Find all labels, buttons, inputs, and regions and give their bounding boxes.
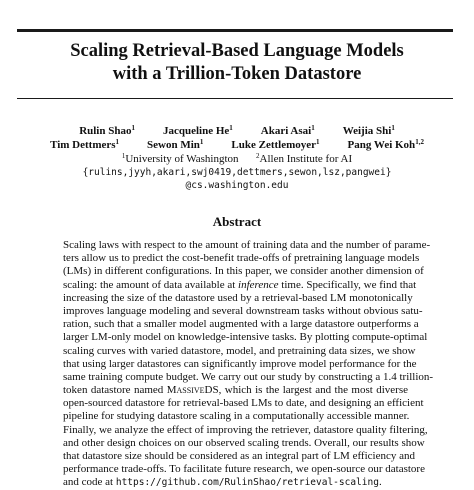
abstract-line: same training compute budget. We carry out our study by constructing a 1.4 trillion- — [63, 370, 434, 383]
author-affiliation-mark: 1 — [316, 138, 320, 146]
author-row — [0, 124, 474, 138]
datastore-name-massiveds: MassiveDS — [166, 384, 219, 397]
author-name: Rulin Shao — [79, 125, 132, 137]
author-name: Tim Dettmers — [50, 139, 116, 151]
author-name: Jacqueline He — [162, 125, 230, 137]
abstract-line: that using larger datastores can significantly improve model performance for the — [63, 357, 417, 370]
abstract-body — [63, 239, 434, 490]
author-row — [0, 138, 474, 152]
abstract-line: increasing the size of the datastore used by a retrieval-based LM monotonically — [63, 291, 413, 304]
email-line: @cs.washington.edu — [185, 180, 289, 191]
title-bottom-rule — [17, 98, 453, 99]
author-affiliation-mark: 1 — [229, 124, 233, 132]
abstract-line: open-sourced datastore for retrieval-based LMs to date, and designing an efficient — [63, 397, 424, 410]
abstract-line: Scaling laws with respect to the amount of training data and the number of parame- — [63, 239, 431, 251]
abstract-line: scaling curves with varied datastore, model, and pretraining data sizes, we show — [63, 344, 416, 357]
author-name: Akari Asai — [260, 125, 312, 137]
abstract-line: ters allow us to predict the cost-benefit trade-offs of pretraining language models — [63, 252, 420, 265]
author-affiliation-mark: 1 — [311, 124, 315, 132]
abstract-line: (LMs) in different configurations. In this paper, we consider another dimension of — [63, 265, 424, 278]
author-affiliation-mark: 1 — [199, 138, 204, 146]
abstract-heading: Abstract — [212, 214, 262, 229]
abstract-line: and code at https://github.com/RulinShao/retrieval-scaling. — [63, 476, 382, 489]
emphasis-inference: inference — [238, 278, 279, 291]
author-name: Sewon Min — [147, 139, 200, 151]
abstract-line: ration, such that a smaller model augmented with a large datastore outperforms a — [63, 318, 419, 331]
abstract-line: token datastore named MassiveDS, which is the largest and the most diverse — [63, 384, 408, 397]
author-affiliation-mark: 1 — [115, 138, 120, 146]
abstract-line: pipeline for studying datastore scaling in a computationally accessible manner. — [63, 410, 410, 423]
abstract-line: that datastore size should be considered as an integral part of LM efficiency and — [63, 450, 415, 462]
abstract-line: improves language modeling and several downstream tasks without obvious satu- — [63, 304, 423, 317]
abstract-line: larger LM-only model on knowledge-intensive tasks. By plotting compute-optimal — [63, 331, 428, 344]
author-affiliation-mark: 1,2 — [415, 138, 424, 146]
title-top-rule — [17, 29, 453, 32]
email-line: {rulins,jyyh,akari,swj0419,dettmers,sewon,lsz,pangwei} — [82, 167, 392, 178]
affiliation-name: University of Washington — [125, 153, 239, 165]
author-name: Pang Wei Koh — [347, 139, 416, 151]
paper-title — [0, 40, 474, 86]
title-line-2: with a Trillion-Token Datastore — [112, 64, 362, 84]
affiliations — [0, 152, 474, 166]
abstract-line: performance trade-offs. To facilitate future research, we open-source our datastore — [63, 463, 425, 476]
author-name: Luke Zettlemoyer — [231, 139, 317, 151]
author-affiliation-mark: 1 — [391, 124, 395, 132]
affiliation-name: Allen Institute for AI — [259, 153, 353, 165]
affiliation-mark: 2 — [256, 152, 260, 160]
abstract-line: scaling: the amount of data available at inference time. Specifically, we find that — [63, 278, 417, 291]
author-name: Weijia Shi — [342, 125, 392, 137]
abstract-line: and other design choices on our observed scaling trends. Overall, our results show — [63, 436, 425, 449]
abstract-line: Finally, we analyze the effect of improving the retriever, datastore quality filtering, — [63, 423, 428, 436]
author-affiliation-mark: 1 — [131, 124, 135, 132]
title-line-1: Scaling Retrieval-Based Language Models — [70, 41, 404, 61]
repo-link[interactable]: https://github.com/RulinShao/retrieval-scaling — [115, 477, 379, 489]
affiliation-mark: 1 — [121, 152, 126, 160]
